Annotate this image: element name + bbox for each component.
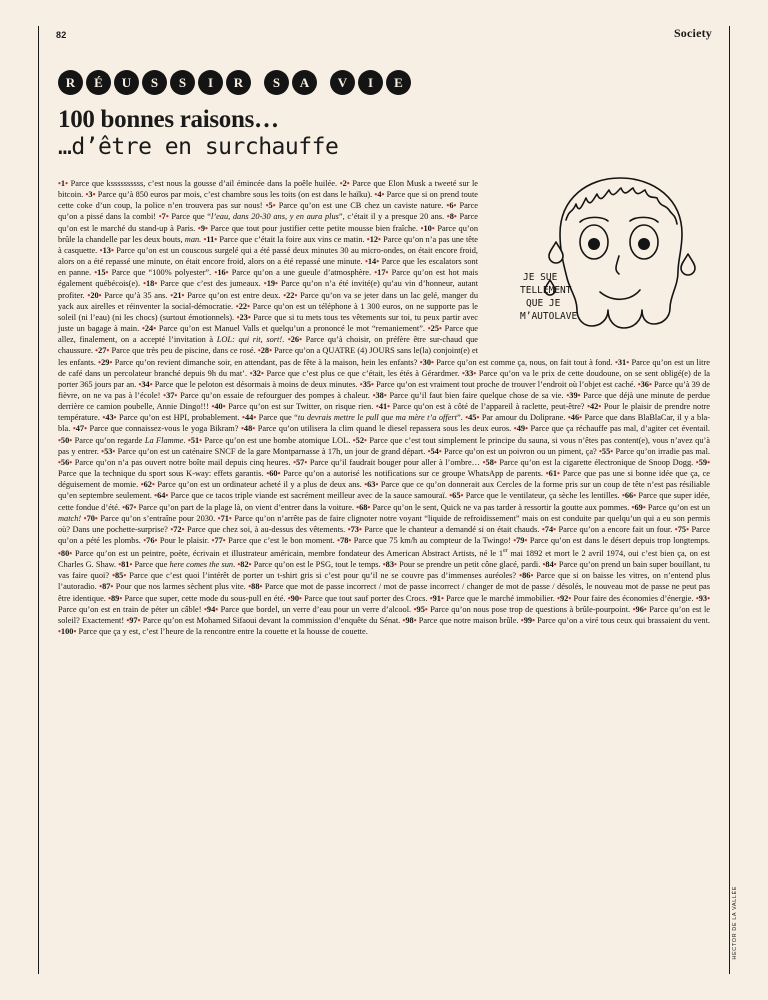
rubric-space bbox=[254, 82, 261, 83]
reason-number: •35• bbox=[359, 379, 374, 389]
reason-number: •50• bbox=[58, 435, 73, 445]
reason-number: •78• bbox=[337, 536, 352, 545]
reason-number: •5• bbox=[265, 201, 276, 211]
reason-number: •30• bbox=[419, 357, 434, 367]
illustration-text-wrap-spacer bbox=[488, 178, 710, 356]
rubric-letter: S bbox=[264, 70, 289, 95]
reason-number: •94• bbox=[204, 604, 219, 614]
reason-number: •89• bbox=[108, 593, 123, 603]
reason-number: •81• bbox=[118, 560, 133, 570]
reason-number: •14• bbox=[364, 257, 380, 267]
page-title: 100 bonnes raisons… bbox=[58, 106, 279, 133]
page-subtitle: …d’être en surchauffe bbox=[58, 134, 339, 160]
reason-number: •69• bbox=[631, 502, 646, 512]
article-text: •1• Parce que kssssssssss, c’est nous la gousse d’ail émincée dans la poêle huilée. •2• Parce que Elon Musk a tweeté sur le bitcoin. •3• Parce qu’à 850 euros par mois, c’est chambre sous les toits (on est dans le haïku). •4• Parce que si on prend toute cette coke d’un coup, la police n’en trouvera pas sur nous! •5• Parce qu’on est une CB chez un caviste nature. •6• Parce qu’on a pissé dans la combi! •7• Parce que “l’eau, dans 20-30 ans, y en aura plus”, c’était il y a presque 20 ans. •8• Parce qu’on est le marché du stand-up à Paris. •9• Parce que tout pour justifier cette petite mousse bien fraîche. •10• Parce qu’on brûle la chandelle par les deux bouts, man. •11• Parce que c’était la foire aux vins ce matin. •12• Parce qu’on n’a pas une tête à casquette. •13• Parce qu’on est un couscous surgelé qui a été passé deux minutes 30 au micro-ondes, on était encore froid, alors on a été repassé une minute, on était encore froid, alors on a été repassé une minute. •14• Parce que les escalators sont en panne. •15• Parce que “100% polyester”. •16• Parce qu’on a une gueule d’atmosphère. •17• Parce qu’on est hot mais également québécois(e). •18• Parce que c’est des jumeaux. •19• Parce qu’on n’a été invité(e) qu’au vin d’honneur, autant profiter. •20• Parce qu’à 35 ans. •21• Parce qu’on est entre deux. •22• Parce qu’on va se jeter dans un lac gelé, manger du yack aux airelles et réinventer la social-démocratie. •22• Parce qu’on est un téléphone à 1 300 euros, on ne supporte pas le soleil (ni l’eau) (ni les chocs) (surtout émotionnels). •23• Parce que si tu mets tous tes vêtements sur toi, tu peux partir avec juste un bagage à main. •24• Parce qu’on est Manuel Valls et quelqu’un a prononcé le mot “remaniement”. •25• Parce que allez, finalement, on a accepté l’invitation à LOL: qui rit, sort!. •26• Parce qu’à choisir, on préfère être sur-chaud que chaussure. •27• Parce que très peu de piscine, dans ce rosé. •28• Parce qu’on a QUATRE (4) JOURS sans le(la) conjoint(e) et les enfants. •29• Parce qu’on revient dimanche soir, en attendant, pas de fête à la maison, hein les enfants? •30• Parce qu’on est comme ça, nous, on fait tout à fond. •31• Parce qu’on est un litre de café dans un percolateur branché depuis 9h du mat’. •32• Parce que c’est plus ce que c’était, les étés à Gérardmer. •33• Parce qu’on va le prix de cette doudoune, on se sent obligé(e) de la porter 365 jours par an. •34• Parce que le peloton est désormais à moins de deux minutes. •35• Parce qu’on est vraiment tout proche de trouver l’endroit où l’objet est caché. •36• Parce qu’à 39 de fièvre, on ne va pas à l’école! •37• Parce qu’on essaie de refourguer des pompes à chaleur. •38• Parce qu’il faut bien faire quelque chose de sa vie. •39• Parce que déjà une minute de perdue derrière ce camion poubelle, Annie Dingo!!! •40• Parce qu’on est sur Twitter, on risque rien. •41• Parce qu’on est à côté de l’appareil à raclette, peut-être? •42• Pour le plaisir de prendre notre température. •43• Parce qu’on est HPI, probablement. •44• Parce que “tu devrais mettre le pull que ma mère t’a offert”. •45• Par amour du Doliprane. •46• Parce que dans BlaBlaCar, il y a bla-bla. •47• Parce que connaissez-vous le yoga Bikram? •48• Parce qu’on utilisera la clim quand le diesel repassera sous les deux euros. •49• Parce que ça réchauffe pas mal, d’agiter cet éventail. •50• Parce qu’on regarde La Flamme. •51• Parce qu’on est une bombe atomique LOL. •52• Parce que c’est tout simplement le principe du sauna, si vous n’êtes pas content(e), vous n’avez qu’à pas y entrer. •53• Parce qu’on est un caténaire SNCF de la gare Montparnasse à 17h, un jour de grand départ. •54• Parce qu’on est un poivron ou un piment, ça? •55• Parce qu’on irradie pas mal. •56• Parce qu’on n’a pas ouvert notre boîte mail depuis cinq heures. •57• Parce qu’il faudrait bouger pour aller à l’ombre… •58• Parce qu’on est la cigarette électronique de Snoop Dogg. •59• Parce que la technique du sport sous K-way: effets garantis. •60• Parce qu’on a autorisé les notifications sur ce groupe WhatsApp de parents. •61• Parce que pas une si bonne idée que ça, ce déguisement de momie. •62• Parce qu’on est un ordinateur acheté il y a plus de deux ans. •63• Parce que ce qu’on donnerait aux Cercles de la forme pris sur un coup de tête n’est pas résiliable qu’en septembre seulement. •64• Parce que ce tacos triple viande est sacrément meilleur avec de la sauce samouraï. •65• Parce que le ventilateur, ça sèche les lentilles. •66• Parce que super idée, cette fondue d’été. •67• Parce qu’on part de la plage là, on vient d’entrer dans la voiture. •68• Parce qu’on le sent, Quick ne va pas tarder à ressortir la goutte aux pommes. •69• Parce qu’on est un match! •70• Parce qu’on s’entraîne pour 2030. •71• Parce qu’on n’arrête pas de faire clignoter notre voyant “liquide de refroidissement” mais on est conduite par quelqu’un qui a eu son permis où? Dans une pochette-surprise? •72• Parce que chez soi, à au-dessus des vêtements. •73• Parce que le chanteur a demandé si on était chauds. •74• Parce qu’on a encore fait un four. •75• Parce qu’on a pété les plombs. •76• Pour le plaisir. •77• Parce que c’est le bon moment. •78• Parce que 75 km/h au compteur de la Twingo! •79• Parce qu’on est dans le désert depuis trop longtemps. •80• Parce qu’on est un peintre, poète, écrivain et illustrateur américain, membre fondateur des American Abstract Artists, né le 1er mai 1892 et mort le 2 avril 1974, oui c’est bien ça, on est Charles G. Shaw. •81• Parce que here comes the sun. •82• Parce qu’on est le PSG, tout le temps. •83• Pour se prendre un petit cône glacé, pardi. •84• Parce qu’on prend un bain super bouillant, tu vas faire quoi? •85• Parce que c’est quoi l’intérêt de porter un t-shirt gris si c’est pour qu’il ne se couvre pas d’immenses auréoles? •86• Parce que si on baisse les vitres, on n’entend plus l’autoradio. •87• Pour que nos larmes sèchent plus vite. •88• Parce que mot de passe incorrect / mot de passe incorrect / changer de mot de passe / désolés, le nouveau mot de passe ne peut pas être identique. •89• Parce que super, cette mode du sous-pull en été. •90• Parce que tout sauf porter des Crocs. •91• Parce que le marché immobilier. •92• Pour faire des économies d’énergie. •93• Parce qu’on est en train de péter un câble! •94• Parce que bordel, un verre d’eau pour un verre d’alcool. •95• Parce qu’on nous pose trop de questions à brûle-pourpoint. •96• Parce qu’on est le soleil? Exactement! •97• Parce qu’on est Mohamed Sifaoui devant la commission d’enquête du Sénat. •98• Parce que notre maison brûle. •99• Parce qu’on a viré tous ceux qui brassaient du vent. •100• Parce que ça y est, c’est l’heure de la rencontre entre la couette et la housse de couette. bbox=[58, 179, 711, 637]
illustration-credit: HECTOR DE LA VALLÉE bbox=[732, 886, 738, 960]
reason-number: •23• bbox=[236, 312, 251, 322]
reason-number: •100• bbox=[58, 627, 77, 637]
reason-number: •84• bbox=[542, 560, 557, 570]
emphasis-text: l’eau, dans 20-30 ans, y en aura plus bbox=[210, 212, 339, 222]
reason-number: •7• bbox=[158, 212, 169, 222]
reason-number: •13• bbox=[99, 245, 114, 255]
reason-number: •82• bbox=[237, 560, 252, 570]
svg-text:QUE JE: QUE JE bbox=[526, 298, 561, 309]
reason-number: •17• bbox=[374, 268, 389, 278]
reason-number: •57• bbox=[293, 457, 308, 467]
reason-number: •45• bbox=[465, 413, 480, 423]
reason-number: •90• bbox=[287, 593, 302, 603]
reason-number: •92• bbox=[557, 593, 572, 603]
article-body bbox=[58, 178, 710, 637]
rubric-letter: A bbox=[292, 70, 317, 95]
rubric-letter: R bbox=[58, 70, 83, 95]
reason-number: •22• bbox=[235, 301, 250, 311]
reason-number: •2• bbox=[339, 179, 350, 188]
reason-number: •37• bbox=[163, 390, 178, 400]
reason-number: •36• bbox=[637, 379, 652, 389]
reason-number: •80• bbox=[58, 548, 73, 558]
reason-number: •26• bbox=[287, 335, 302, 345]
reason-number: •95• bbox=[413, 604, 428, 614]
reason-number: •70• bbox=[83, 513, 98, 523]
reason-number: •85• bbox=[112, 571, 127, 581]
reason-number: •71• bbox=[217, 513, 232, 523]
emphasis-text: man. bbox=[184, 234, 202, 244]
reason-number: •53• bbox=[101, 446, 116, 456]
reason-number: •29• bbox=[98, 357, 113, 367]
reason-number: •72• bbox=[170, 524, 185, 534]
reason-number: •87• bbox=[99, 582, 114, 592]
reason-number: •86• bbox=[519, 571, 534, 581]
reason-number: •6• bbox=[446, 201, 457, 211]
rubric-space bbox=[320, 82, 327, 83]
rubric-letter: I bbox=[198, 70, 223, 95]
reason-number: •51• bbox=[187, 435, 203, 445]
rubric-letter: É bbox=[86, 70, 111, 95]
reason-number: •33• bbox=[462, 368, 477, 378]
reason-number: •9• bbox=[197, 223, 208, 233]
right-vertical-rule bbox=[729, 26, 730, 974]
reason-number: •28• bbox=[257, 346, 273, 356]
reason-number: •39• bbox=[566, 390, 581, 400]
emphasis-text: La Flamme bbox=[144, 435, 184, 445]
reason-number: •27• bbox=[95, 346, 110, 356]
reason-number: •43• bbox=[102, 413, 117, 423]
reason-number: •48• bbox=[241, 424, 256, 434]
reason-number: •38• bbox=[372, 390, 387, 400]
svg-text:M’AUTOLAVE: M’AUTOLAVE bbox=[520, 311, 578, 322]
reason-number: •3• bbox=[85, 190, 96, 200]
reason-number: •91• bbox=[429, 593, 444, 603]
rubric-letter: E bbox=[386, 70, 411, 95]
reason-number: •47• bbox=[72, 424, 88, 434]
reason-number: •34• bbox=[138, 379, 153, 389]
reason-number: •56• bbox=[58, 457, 73, 467]
reason-number: •58• bbox=[482, 457, 497, 467]
reason-number: •96• bbox=[632, 604, 647, 614]
reason-number: •63• bbox=[364, 480, 379, 490]
reason-number: •61• bbox=[545, 469, 560, 479]
reason-number: •76• bbox=[143, 536, 158, 545]
reason-number: •1• bbox=[58, 179, 69, 188]
reason-number: •97• bbox=[126, 615, 141, 625]
reason-number: •75• bbox=[674, 524, 689, 534]
reason-number: •62• bbox=[140, 480, 155, 490]
ordinal-superscript: er bbox=[503, 548, 508, 555]
reason-number: •18• bbox=[143, 279, 158, 289]
emphasis-text: LOL: qui rit, sort! bbox=[216, 335, 283, 345]
page-number: 82 bbox=[56, 30, 67, 40]
reason-number: •40• bbox=[211, 402, 226, 412]
reason-number: •67• bbox=[122, 502, 137, 512]
rubric-letter: I bbox=[358, 70, 383, 95]
reason-number: •12• bbox=[366, 234, 381, 244]
reason-number: •65• bbox=[449, 491, 464, 501]
reason-number: •83• bbox=[382, 560, 397, 570]
reason-number: •73• bbox=[347, 524, 362, 534]
reason-number: •77• bbox=[211, 536, 226, 545]
reason-number: •32• bbox=[249, 368, 264, 378]
svg-text:JE SUE: JE SUE bbox=[523, 272, 558, 283]
reason-number: •64• bbox=[154, 491, 169, 501]
reason-number: •21• bbox=[170, 290, 185, 300]
reason-number: •66• bbox=[621, 491, 637, 501]
reason-number: •8• bbox=[446, 212, 457, 222]
reason-number: •60• bbox=[266, 469, 281, 479]
reason-number: •59• bbox=[695, 457, 710, 467]
emphasis-text: here comes the sun bbox=[169, 560, 234, 570]
masthead-title: Society bbox=[673, 26, 712, 40]
reason-number: •98• bbox=[402, 615, 417, 625]
reason-number: •20• bbox=[87, 290, 102, 300]
emphasis-text: match! bbox=[58, 513, 82, 523]
reason-number: •52• bbox=[352, 435, 367, 445]
reason-number: •99• bbox=[520, 615, 535, 625]
reason-number: •55• bbox=[599, 446, 614, 456]
reason-number: •15• bbox=[94, 268, 109, 278]
reason-number: •41• bbox=[375, 402, 391, 412]
reason-number: •22• bbox=[283, 290, 298, 300]
reason-number: •4• bbox=[374, 190, 385, 200]
reason-number: •24• bbox=[141, 324, 157, 334]
reason-number: •31• bbox=[614, 357, 630, 367]
reason-number: •19• bbox=[263, 279, 278, 289]
reason-number: •46• bbox=[567, 413, 583, 423]
reason-number: •11• bbox=[203, 234, 218, 244]
reason-number: •88• bbox=[248, 582, 263, 592]
rubric-letter: U bbox=[114, 70, 139, 95]
reason-number: •54• bbox=[427, 446, 442, 456]
left-vertical-rule bbox=[38, 26, 39, 974]
reason-number: •42• bbox=[587, 402, 602, 412]
emphasis-text: tu devrais mettre le pull que ma mère t’a offert bbox=[297, 413, 457, 423]
rubric-letter: S bbox=[142, 70, 167, 95]
reason-number: •93• bbox=[695, 593, 710, 603]
reason-number: •79• bbox=[513, 536, 528, 545]
svg-text:TELLEMENT: TELLEMENT bbox=[520, 285, 572, 296]
reason-number: •74• bbox=[541, 524, 557, 534]
rubric-reussir-sa-vie bbox=[58, 70, 411, 95]
reason-number: •25• bbox=[427, 324, 442, 334]
reason-number: •10• bbox=[420, 223, 435, 233]
reason-number: •16• bbox=[214, 268, 229, 278]
rubric-letter: V bbox=[330, 70, 355, 95]
reason-number: •44• bbox=[242, 413, 257, 423]
reason-number: •68• bbox=[356, 502, 371, 512]
rubric-letter: S bbox=[170, 70, 195, 95]
reason-number: •49• bbox=[513, 424, 528, 434]
rubric-letter: R bbox=[226, 70, 251, 95]
